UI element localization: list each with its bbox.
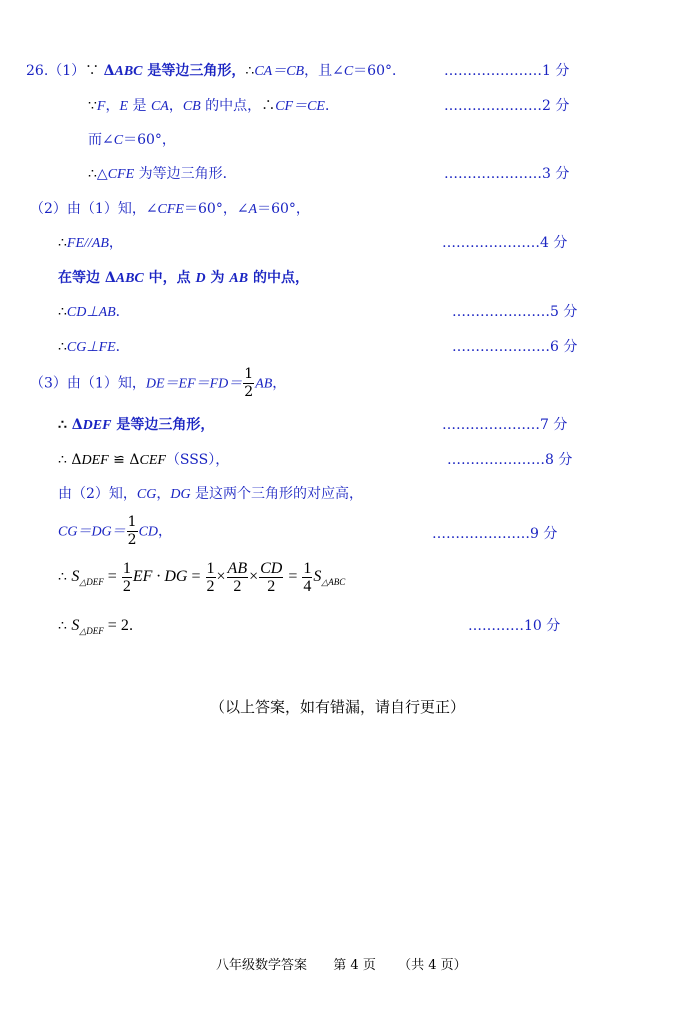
q26-p3-line6: ∴ $S_{\triangle DEF}$ = $\frac{1}{2}$ EF · DG = $\frac{1}{2}$ × $\frac{AB}{2}$ × $\frac{CD}{2}$ = $\frac{1}{4}$ $S_{\triangle ABC}$ — [58, 560, 346, 595]
score-8: …………………8 分 — [447, 452, 573, 468]
q26-p3-line2: ∴ ΔDEF 是等边三角形， — [58, 417, 215, 433]
fraction-half: $\frac{1}{2}$ — [122, 560, 131, 595]
q26-p1-line2: ∵F，E 是 CA，CB 的中点，∴CF＝CE． — [88, 98, 339, 114]
fraction-half: $\frac{1}{2}$ — [206, 560, 215, 595]
score-9: …………………9 分 — [432, 526, 558, 542]
score-5: …………………5 分 — [452, 304, 578, 320]
q26-p2-line1: （2）由（1）知，∠CFE＝60°，∠A＝60°， — [30, 201, 310, 217]
score-1: …………………1 分 — [444, 63, 570, 79]
q26-p1-line4: ∴△CFE 为等边三角形． — [88, 166, 237, 182]
q26-p1-line3: 而∠C＝60°， — [88, 132, 176, 148]
footer-subject: 八年级数学答案 — [216, 958, 308, 973]
q26-p2-line5: ∴CG⊥FE． — [58, 339, 130, 355]
correction-note: （以上答案，如有错漏，请自行更正） — [210, 698, 466, 716]
footer-total: （共 4 页） — [398, 958, 467, 973]
footer-page: 第 4 页 — [333, 958, 376, 973]
fraction-quarter: $\frac{1}{4}$ — [303, 560, 312, 595]
q26-p3-line3: ∴ ΔDEF ≌ ΔCEF（SSS）， — [58, 452, 230, 468]
score-10: …………10 分 — [468, 618, 561, 634]
q26-p3-line7: ∴ $S_{\triangle DEF} = 2$． — [58, 617, 143, 636]
score-2: …………………2 分 — [444, 98, 570, 114]
fraction-half: $\frac{1}{2}$ — [244, 366, 254, 400]
fraction-cd-half: $\frac{CD}{2}$ — [260, 560, 283, 595]
q26-p3-line4: 由（2）知，CG，DG 是这两个三角形的对应高， — [58, 486, 364, 502]
q26-p3-line5: CG＝DG＝ $\frac{1}{2}$ CD， — [58, 514, 173, 548]
score-3: …………………3 分 — [444, 166, 570, 182]
q26-p3-line1: （3）由（1）知，DE＝EF＝FD＝ $\frac{1}{2}$ AB， — [30, 366, 287, 400]
q26-p2-line3: 在等边 ΔABC 中，点 D 为 AB 的中点， — [58, 270, 309, 286]
page-footer — [216, 954, 467, 973]
score-4: …………………4 分 — [442, 235, 568, 251]
fraction-ab-half: $\frac{AB}{2}$ — [227, 560, 248, 595]
fraction-half: $\frac{1}{2}$ — [127, 514, 137, 548]
q26-p2-line2: ∴FE//AB， — [58, 235, 123, 251]
q26-p2-line4: ∴CD⊥AB． — [58, 304, 130, 320]
score-7: …………………7 分 — [442, 417, 568, 433]
score-6: …………………6 分 — [452, 339, 578, 355]
q26-p1-line1: 26.（1）∵ ΔABC 是等边三角形，∴CA＝CB，且∠C＝60°． — [26, 63, 406, 79]
